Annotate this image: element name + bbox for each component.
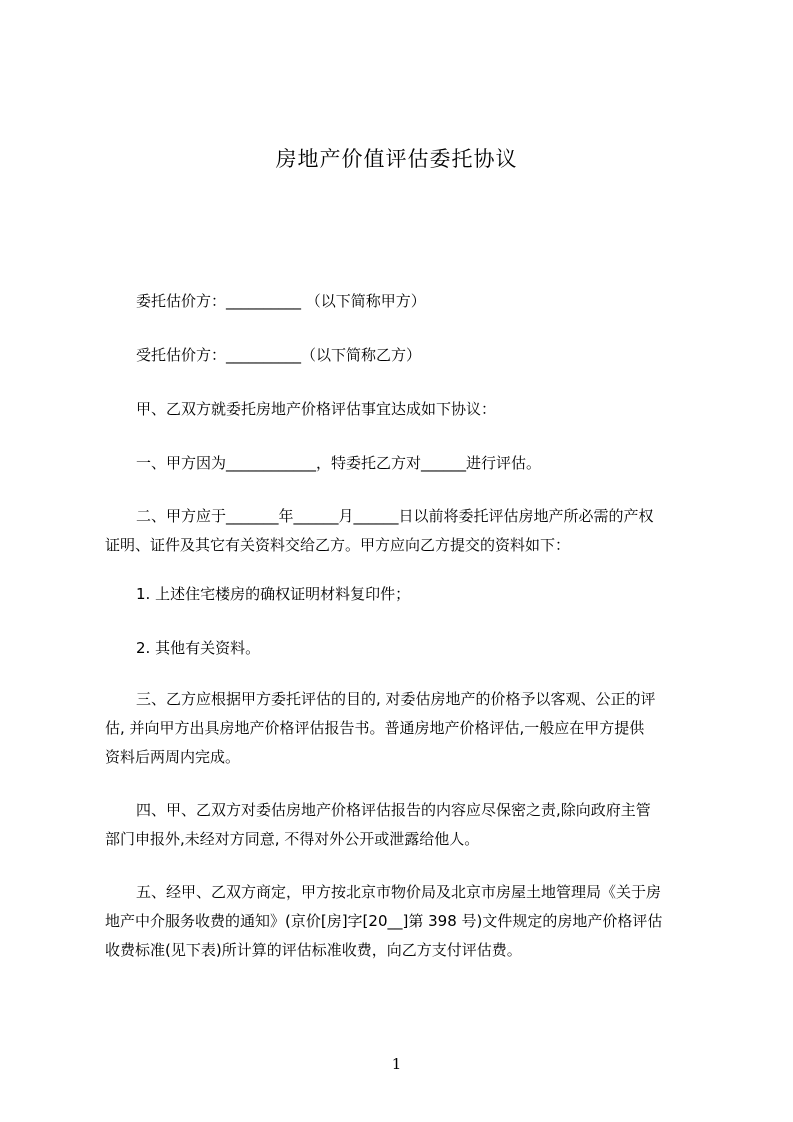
party-a-line: 委托估价方：__________ （以下简称甲方） [136,292,426,310]
clause-2 [105,502,705,560]
intro-line: 甲、乙双方就委托房地产价格评估事宜达成如下协议： [136,400,497,418]
clause-1: 一、甲方因为____________，特委托乙方对______进行评估。 [136,454,542,472]
clause-3-line-2: 估, 并向甲方出具房地产价格评估报告书。普通房地产价格评估,一般应在甲方提供 [105,719,645,737]
clause-2-line-2: 证明、证件及其它有关资料交给乙方。甲方应向乙方提交的资料如下： [105,536,571,554]
clause-5-line-3: 收费标准(见下表)所计算的评估标准收费，向乙方支付评估费。 [105,941,522,959]
clause-3-line-1: 三、乙方应根据甲方委托评估的目的, 对委估房地产的价格予以客观、公正的评 [136,690,656,708]
clause-2-line-1: 二、甲方应于_______年______月______日以前将委托评估房地产所必需的产权 [136,507,654,525]
clause-4-line-2: 部门申报外,未经对方同意, 不得对外公开或泄露给他人。 [105,830,480,848]
document-title: 房地产价值评估委托协议 [275,147,518,171]
clause-5-line-2: 地产中介服务收费的通知》(京价[房]字[20__]第 398 号)文件规定的房地产价格评估 [105,912,663,930]
clause-4-line-1: 四、甲、乙双方对委估房地产价格评估报告的内容应尽保密之责,除向政府主管 [136,801,651,819]
party-b-line: 受托估价方：__________（以下简称乙方） [136,346,422,364]
list-item-2: 2. 其他有关资料。 [136,639,261,657]
page-number: 1 [391,1055,402,1073]
clause-3 [105,685,705,772]
clause-5-line-1: 五、经甲、乙双方商定，甲方按北京市物价局及北京市房屋土地管理局《关于房 [136,883,662,901]
clause-4 [105,796,705,854]
clause-5 [105,878,705,965]
list-item-1: 1. 上述住宅楼房的确权证明材料复印件； [136,585,411,603]
clause-3-line-3: 资料后两周内完成。 [105,748,241,766]
